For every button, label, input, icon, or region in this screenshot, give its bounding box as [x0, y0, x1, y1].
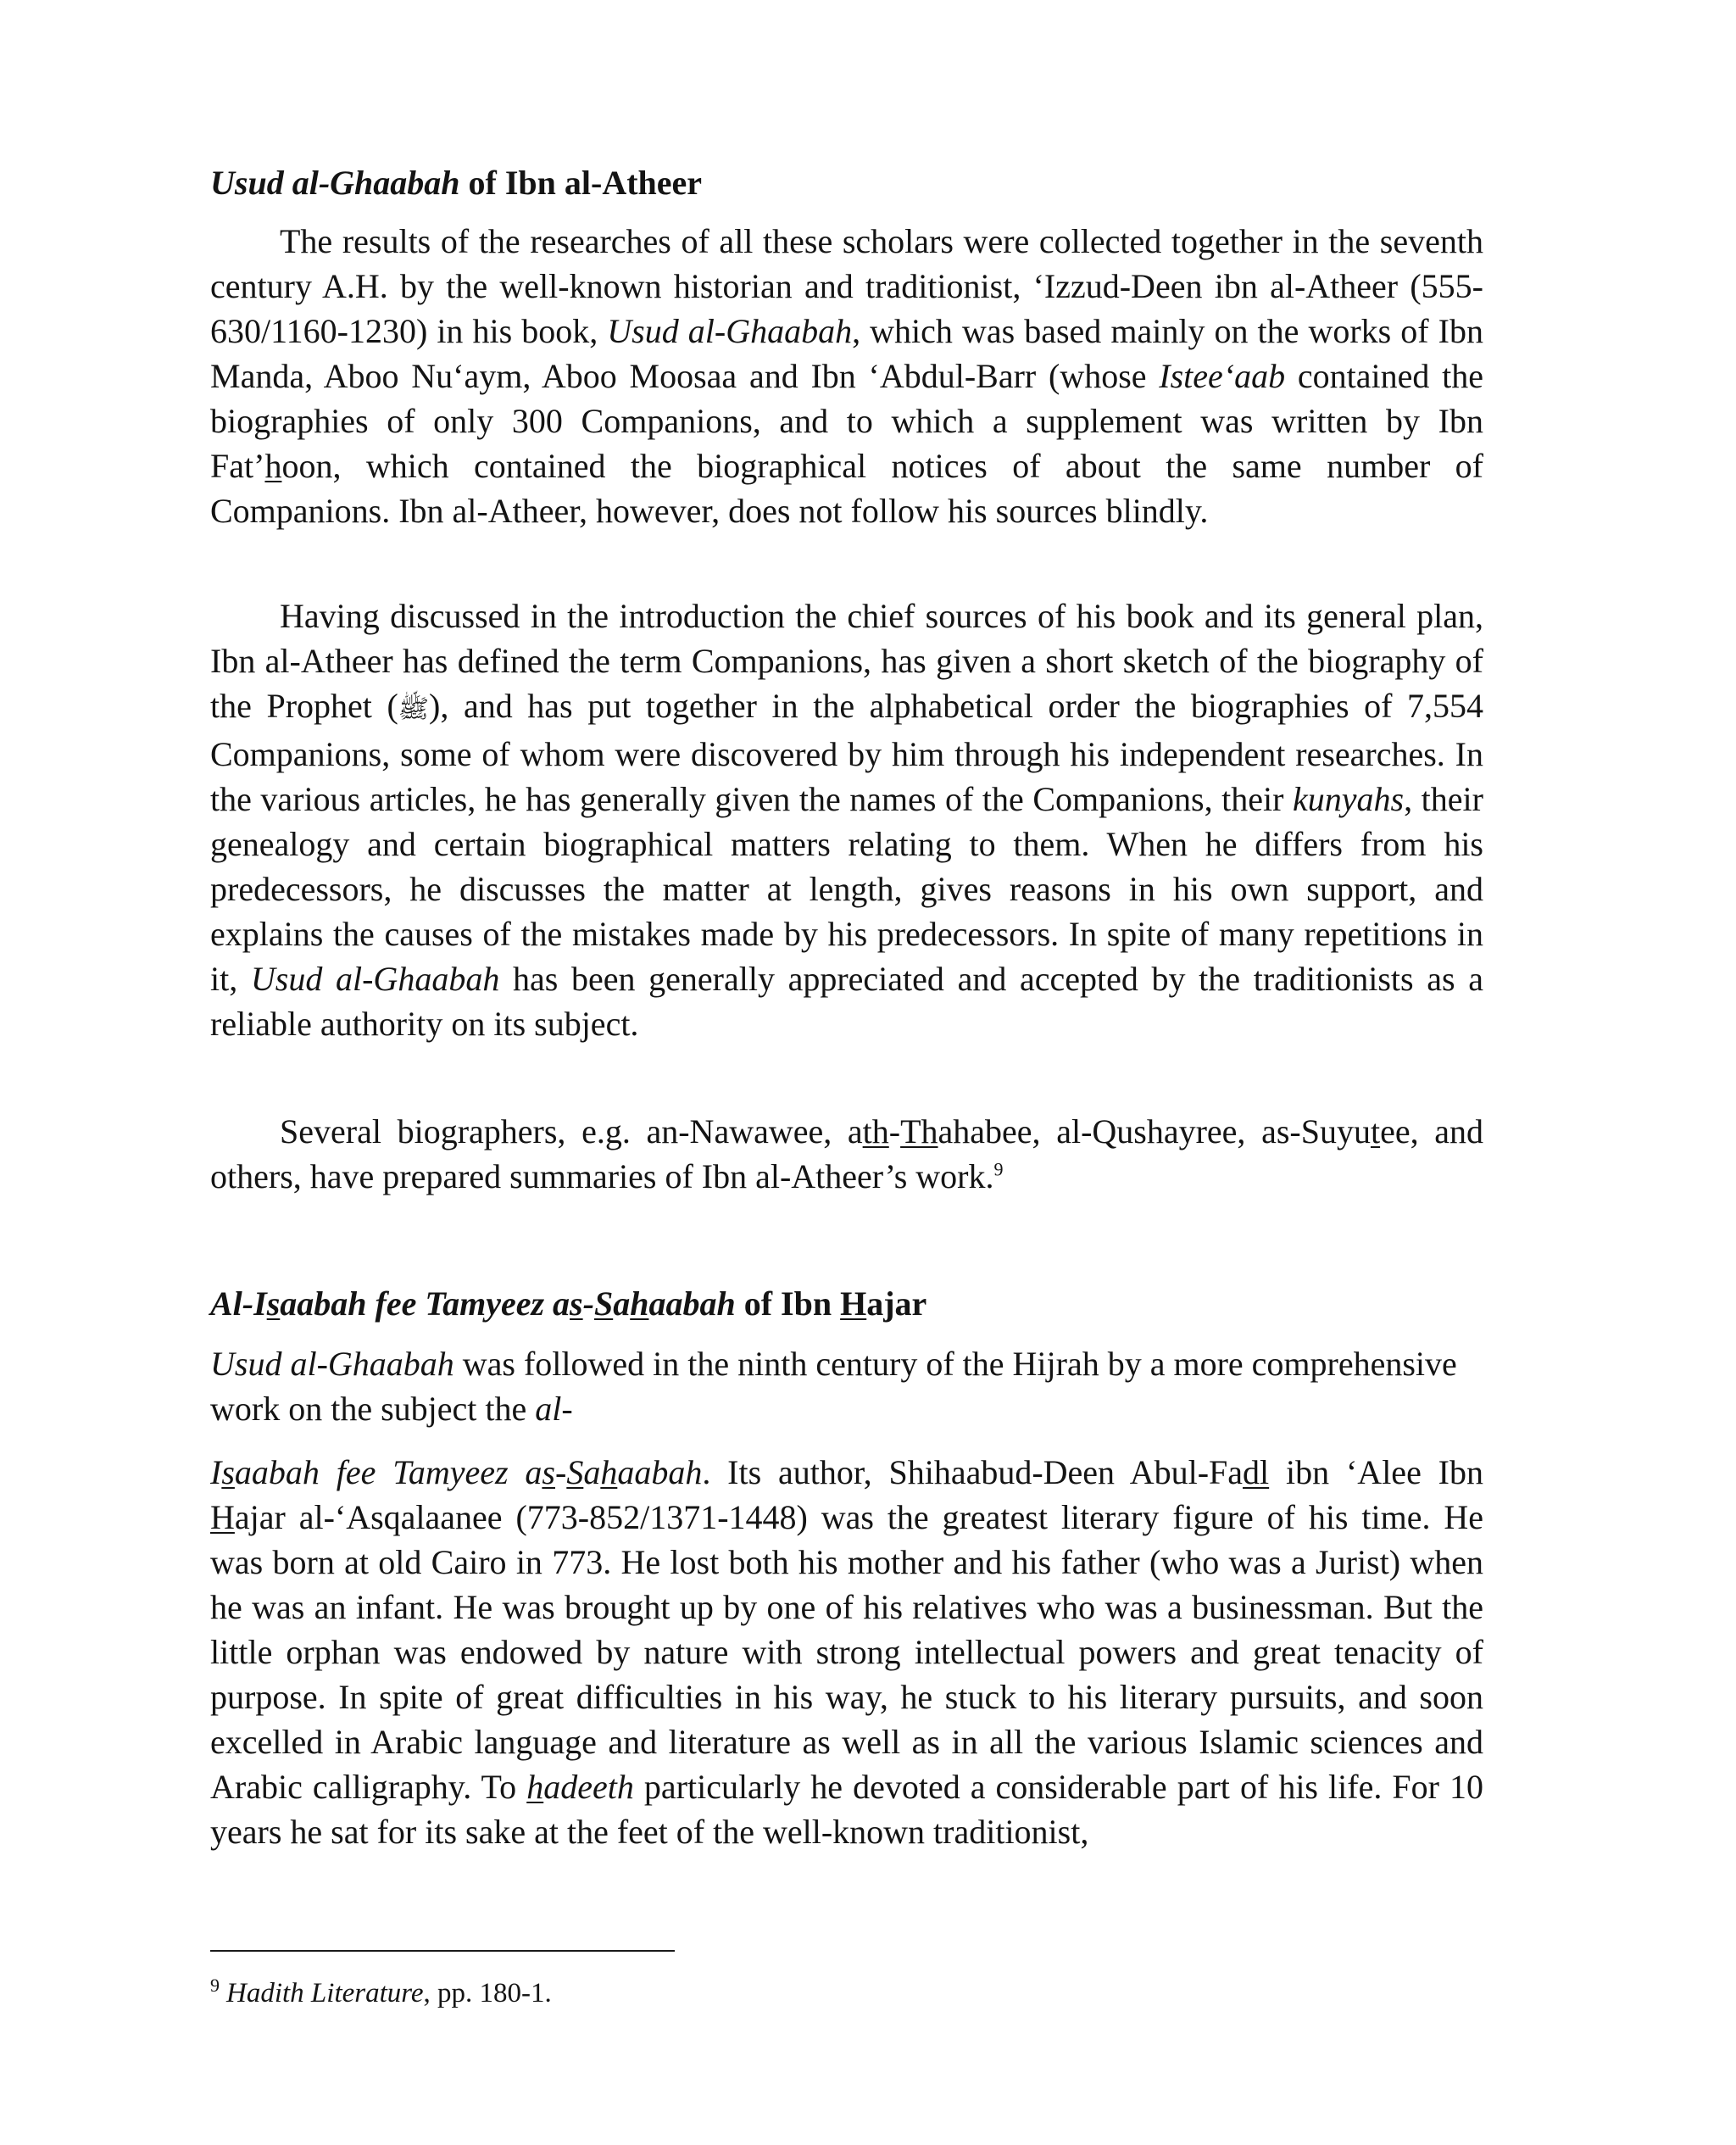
underlined-letters: Th — [900, 1112, 938, 1150]
text-run: ajar — [866, 1284, 927, 1323]
underlined-letter: s — [266, 1284, 281, 1323]
italic-book-title: al- — [535, 1390, 573, 1428]
underlined-letters: dl — [1243, 1453, 1270, 1491]
underlined-letters: th — [862, 1112, 889, 1150]
heading-title-rest: of Ibn al-Atheer — [459, 164, 703, 202]
text-run: I — [210, 1453, 222, 1491]
underlined-letter: H — [840, 1284, 867, 1323]
paragraph — [210, 1341, 1483, 1431]
text-run: . Its author, Shihaabud-Deen Abul-Fa — [702, 1453, 1244, 1491]
italic-book-title: Usud al-Ghaabah — [607, 312, 853, 350]
section-isaabah-paragraph-1 — [210, 1341, 1483, 1431]
text-run: aabah — [617, 1453, 703, 1491]
text-run: - — [888, 1112, 901, 1150]
text-run: ahabee, al-Qushayree, as-Suyu — [938, 1112, 1371, 1150]
italic-book-title: Usud al-Ghaabah — [210, 1345, 454, 1383]
text-run: contained the biographies of only 300 Companions, and to which a supplement was written by Ibn Fat’ — [210, 357, 1483, 485]
text-run: ), and has put together in the alphabetical order the biographies of 7,554 Companions, some of whom were discovered by him through his independent researches. In the various articles, he has generally given the names of the Companions, their — [210, 687, 1484, 818]
section-heading-usud — [210, 159, 1483, 207]
section-usud-heading-block — [210, 159, 1483, 207]
heading-title-italic: Usud al-Ghaabah — [210, 164, 460, 202]
paragraph — [210, 593, 1483, 1046]
text-run: has been generally appreciated and accepted by the traditionists as a reliable authority on its subject. — [210, 960, 1483, 1043]
text-run: adeeth — [543, 1768, 634, 1806]
text-run: aabah — [648, 1284, 736, 1323]
paragraph — [210, 219, 1483, 533]
text-run: ajar al-‘Asqalaanee (773-852/1371-1448) was the greatest literary figure of his time. He was born at old Cairo in 773. He lost both his mother and his father (who was a Jurist) when he was an infant. He was brought up by one of his relatives who was a businessman. But the little orphan was endowed by nature with strong intellectual powers and great tenacity of purpose. In spite of great difficulties in his way, he stuck to his literary pursuits, and soon excelled in Arabic language and literature as well as in all the various Islamic sciences and Arabic calligraphy. To — [210, 1498, 1483, 1806]
text-run: - — [554, 1453, 567, 1491]
text-run: Having discussed in the introduction the chief sources of his book and its general plan, Ibn al-Atheer has defined the term Companions, has given a short sketch of the biography of the Prophet ( — [210, 597, 1483, 725]
italic-book-title: Usud al-Ghaabah — [250, 960, 500, 998]
italic-book-title — [210, 1453, 702, 1491]
underlined-letter: S — [593, 1284, 614, 1323]
underlined-letter: h — [630, 1284, 649, 1323]
paragraph — [210, 1109, 1483, 1199]
text-run: oon, which contained the biographical notices of about the same number of Companions. Ibn al-Atheer, however, does not follow his sources blindly. — [210, 447, 1483, 530]
text-run: The results of the researches of all these scholars were collected together in the seventh century A.H. by the well-known historian and traditionist, ‘Izzud-Deen ibn al-Atheer (555-630/1160-1230) in his book, — [210, 222, 1483, 350]
footnote-source-title: Hadith Literature — [226, 1978, 424, 2008]
italic-book-title: Istee‘aab — [1159, 357, 1286, 395]
text-run: aabah fee Tamyeez a — [234, 1453, 542, 1491]
section-usud-paragraph-2 — [210, 593, 1483, 1046]
underlined-letter: t — [1370, 1112, 1381, 1150]
text-run: aabah fee Tamyeez a — [280, 1284, 570, 1323]
text-run: , their genealogy and certain biographical matters relating to them. When he differs from his predecessors, he discusses the matter at length, gives reasons in his own support, and explains the causes of the mistakes made by his predecessors. In spite of many repetitions in it, — [210, 780, 1483, 998]
text-run: was followed in the ninth century of the Hijrah by a more comprehensive work on the subject the — [210, 1345, 1457, 1428]
footnote-pages: , pp. 180-1. — [423, 1978, 552, 2008]
text-run: Several biographers, e.g. an-Nawawee, a — [280, 1112, 863, 1150]
text-run: particularly he devoted a considerable part of his life. For 10 years he sat for its sake at the feet of the well-known traditionist, — [210, 1768, 1484, 1851]
footnote — [210, 1967, 1483, 2012]
underlined-letter: h — [526, 1768, 544, 1806]
italic-term — [526, 1768, 634, 1806]
underlined-letter: h — [600, 1453, 618, 1491]
text-run: of Ibn — [735, 1284, 841, 1323]
text-run: ee, and others, have prepared summaries of Ibn al-Atheer’s work. — [210, 1112, 1484, 1195]
section-usud-paragraph-3 — [210, 1109, 1483, 1199]
underlined-letter: h — [264, 447, 282, 485]
section-usud-paragraph-1 — [210, 219, 1483, 533]
text-run: Al-I — [210, 1284, 267, 1323]
italic-term: kunyahs — [1293, 780, 1405, 818]
section-isaabah-heading-block — [210, 1280, 1483, 1328]
footnote-divider — [210, 1950, 675, 1952]
section-heading-isaabah — [210, 1280, 1483, 1328]
paragraph — [210, 1450, 1483, 1854]
underlined-letter: s — [570, 1284, 583, 1323]
text-run: ibn ‘Alee Ibn — [1269, 1453, 1483, 1491]
text-run: - — [582, 1284, 594, 1323]
underlined-letter: s — [221, 1453, 235, 1491]
salawat-symbol: ﷺ — [398, 695, 430, 723]
heading-title-italic — [210, 1284, 736, 1323]
footnote-number: 9 — [210, 1975, 220, 1996]
underlined-letter: s — [542, 1453, 555, 1491]
text-run: a — [583, 1453, 601, 1491]
underlined-letter: S — [566, 1453, 584, 1491]
section-isaabah-paragraph-2 — [210, 1450, 1483, 1854]
footnote-reference[interactable]: 9 — [993, 1158, 1004, 1180]
text-run: a — [613, 1284, 631, 1323]
text-run: , which was based mainly on the works of Ibn Manda, Aboo Nu‘aym, Aboo Moosaa and Ibn ‘Abdul-Barr (whose — [210, 312, 1483, 395]
underlined-letter: H — [210, 1498, 235, 1536]
